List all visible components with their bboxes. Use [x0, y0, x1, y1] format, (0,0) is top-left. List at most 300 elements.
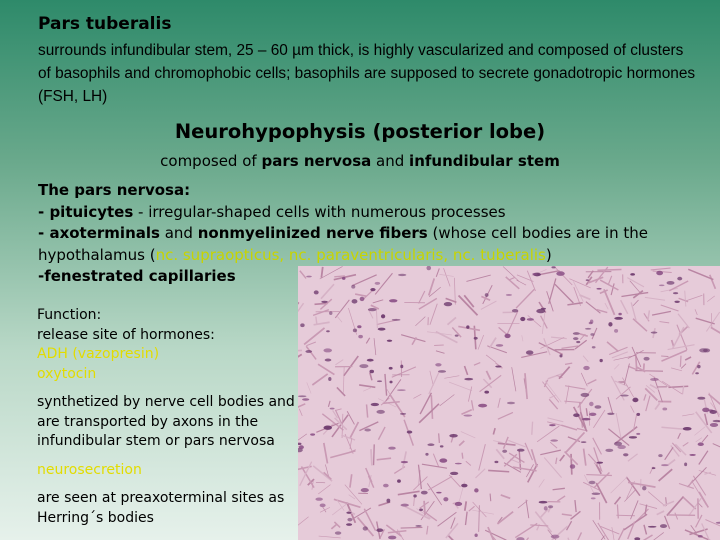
fiber-strand — [433, 454, 438, 467]
fiber-strand — [548, 418, 564, 422]
fiber-strand — [525, 373, 527, 399]
fiber-strand — [446, 298, 457, 302]
cell-nucleus — [320, 504, 326, 508]
cell-nucleus — [620, 395, 629, 397]
fiber-strand — [392, 367, 416, 377]
cell-nucleus — [596, 288, 601, 290]
cell-nucleus — [352, 299, 358, 303]
cell-nucleus — [413, 494, 416, 497]
fiber-strand — [465, 501, 466, 510]
fiber-strand — [551, 337, 567, 339]
fiber-strand — [645, 388, 657, 400]
cell-nucleus — [495, 365, 501, 367]
fiber-strand — [671, 368, 682, 371]
fiber-strand — [644, 525, 647, 535]
cell-nucleus — [614, 317, 623, 320]
cell-nucleus — [589, 481, 596, 484]
cell-nucleus — [440, 445, 444, 447]
fiber-strand — [604, 289, 615, 315]
cell-nucleus — [425, 453, 428, 456]
cell-nucleus — [377, 380, 382, 382]
cell-nucleus — [544, 506, 548, 510]
fiber-strand — [321, 267, 322, 278]
fiber-strand — [517, 280, 526, 285]
fiber-strand — [374, 444, 375, 465]
fiber-strand — [486, 355, 496, 363]
fiber-strand — [528, 315, 541, 327]
fiber-strand — [678, 433, 681, 439]
fiber-strand — [630, 500, 638, 519]
fiber-strand — [378, 427, 385, 440]
fiber-strand — [559, 367, 570, 379]
fiber-strand — [635, 371, 663, 372]
fiber-strand — [304, 328, 324, 345]
fiber-strand — [688, 269, 713, 279]
cell-nucleus — [581, 393, 590, 397]
axoterminals-and: and — [164, 224, 193, 242]
cell-nucleus — [650, 378, 659, 381]
fiber-strand — [347, 411, 354, 424]
fiber-strand — [711, 327, 720, 337]
fiber-strand — [499, 327, 508, 334]
fiber-strand — [644, 394, 646, 400]
fiber-strand — [498, 443, 516, 445]
fiber-strand — [624, 514, 647, 530]
fiber-strand — [377, 458, 391, 460]
pituicytes-text: - irregular-shaped cells with numerous processes — [138, 202, 506, 221]
function-section — [37, 306, 302, 528]
fiber-strand — [586, 302, 601, 313]
fiber-strand — [337, 387, 345, 396]
fiber-strand — [476, 469, 486, 478]
fiber-strand — [562, 514, 572, 515]
cell-nucleus — [367, 359, 374, 362]
fiber-strand — [512, 367, 516, 391]
fiber-strand — [662, 381, 682, 394]
fiber-strand — [561, 425, 577, 430]
fiber-strand — [489, 338, 496, 349]
fiber-strand — [694, 427, 705, 436]
fiber-strand — [645, 505, 647, 515]
fiber-strand — [516, 289, 534, 308]
cell-nucleus — [642, 486, 646, 490]
fiber-strand — [461, 410, 471, 414]
fiber-strand — [321, 284, 334, 299]
cell-nucleus — [698, 442, 704, 446]
fiber-strand — [355, 294, 366, 296]
cell-nucleus — [661, 464, 669, 466]
cell-nucleus — [389, 367, 393, 370]
cell-nucleus — [370, 288, 375, 291]
fiber-strand — [497, 512, 513, 524]
pars-nervosa-heading: The pars nervosa: — [38, 181, 191, 199]
fiber-strand — [648, 492, 665, 507]
cell-nucleus — [607, 413, 614, 415]
fiber-strand — [571, 511, 581, 519]
fiber-strand — [431, 395, 432, 419]
fiber-strand — [461, 431, 476, 437]
fiber-strand — [574, 532, 582, 540]
fiber-strand — [614, 364, 619, 369]
fiber-strand — [682, 414, 694, 416]
cell-nucleus — [590, 333, 594, 336]
fiber-strand — [462, 453, 463, 459]
fiber-strand — [537, 426, 559, 442]
capillaries-line: -fenestrated capillaries — [38, 267, 236, 285]
fiber-strand — [556, 458, 557, 464]
fiber-strand — [643, 535, 653, 540]
fiber-strand — [371, 449, 372, 465]
fiber-strand — [633, 300, 639, 306]
fiber-strand — [498, 412, 513, 419]
cell-nucleus — [502, 450, 507, 453]
fiber-strand — [710, 275, 716, 289]
cell-nucleus — [369, 370, 374, 373]
cell-nucleus — [677, 277, 682, 281]
cell-nucleus — [305, 350, 312, 353]
cell-nucleus — [659, 284, 665, 286]
fiber-strand — [661, 305, 679, 311]
fiber-strand — [665, 447, 673, 460]
cell-nucleus — [363, 526, 368, 530]
fiber-strand — [424, 501, 425, 515]
cell-nucleus — [507, 402, 515, 405]
fiber-strand — [328, 401, 330, 407]
subtitle-and: and — [376, 152, 405, 170]
cell-nucleus — [450, 472, 458, 475]
fiber-strand — [540, 509, 548, 518]
cell-nucleus — [573, 337, 578, 340]
fiber-strand — [597, 269, 621, 270]
fiber-strand — [545, 381, 561, 402]
fiber-strand — [532, 422, 533, 435]
fiber-strand — [659, 322, 669, 323]
fiber-strand — [699, 451, 708, 465]
pars-tuberalis-title: Pars tuberalis — [38, 14, 172, 34]
fiber-strand — [612, 527, 614, 540]
cell-nucleus — [326, 330, 330, 332]
neurohypophysis-title: Neurohypophysis (posterior lobe) — [174, 120, 546, 143]
fiber-strand — [324, 443, 328, 463]
cell-nucleus — [573, 413, 580, 417]
fiber-strand — [575, 500, 576, 512]
cell-nucleus — [695, 372, 699, 374]
neurohypophysis-subtitle — [0, 152, 720, 170]
fiber-strand — [454, 278, 455, 305]
fiber-strand — [419, 291, 425, 303]
fiber-strand — [335, 360, 343, 365]
cell-nucleus — [702, 408, 709, 413]
fiber-strand — [685, 357, 691, 360]
fiber-strand — [611, 376, 624, 400]
cell-nucleus — [592, 346, 596, 348]
fiber-strand — [448, 535, 456, 540]
fiber-strand — [657, 511, 664, 515]
cell-nucleus — [630, 273, 635, 276]
cell-nucleus — [443, 497, 448, 501]
fiber-strand — [488, 470, 509, 471]
fiber-strand — [320, 507, 330, 512]
fiber-strand — [622, 378, 633, 398]
cell-nucleus — [556, 271, 564, 276]
cell-nucleus — [703, 348, 710, 352]
fiber-strand — [316, 317, 317, 324]
fiber-strand — [427, 332, 452, 335]
fiber-strand — [493, 428, 495, 434]
cell-nucleus — [358, 335, 363, 338]
fiber-strand — [702, 435, 708, 442]
fiber-strand — [695, 309, 697, 315]
cell-nucleus — [455, 463, 462, 465]
cell-nucleus — [438, 370, 446, 373]
axoterminals-close: ) — [545, 245, 552, 264]
fiber-strand — [539, 479, 545, 487]
fiber-strand — [504, 454, 517, 466]
cell-nucleus — [361, 488, 369, 492]
cell-nucleus — [376, 528, 383, 532]
cell-nucleus — [485, 293, 489, 297]
cell-nucleus — [376, 410, 384, 414]
fiber-strand — [332, 415, 348, 437]
cell-nucleus — [614, 329, 618, 333]
cell-nucleus — [660, 524, 667, 528]
cell-nucleus — [436, 492, 441, 494]
cell-nucleus — [697, 365, 700, 368]
cell-nucleus — [573, 332, 580, 335]
fiber-strand — [628, 454, 638, 461]
fiber-strand — [608, 276, 611, 285]
fiber-strand — [367, 404, 368, 417]
cell-nucleus — [576, 341, 580, 343]
fiber-strand — [566, 385, 569, 403]
cell-nucleus — [683, 427, 692, 431]
fiber-strand — [420, 393, 431, 414]
fiber-strand — [668, 460, 675, 465]
cell-nucleus — [347, 518, 352, 522]
fiber-strand — [683, 442, 689, 446]
fiber-strand — [501, 495, 511, 498]
fiber-strand — [593, 410, 605, 428]
fiber-strand — [345, 485, 362, 505]
cell-nucleus — [302, 398, 309, 400]
fiber-strand — [335, 300, 349, 318]
cell-nucleus — [599, 359, 602, 362]
cell-nucleus — [474, 533, 477, 537]
fiber-strand — [600, 526, 619, 534]
cell-nucleus — [713, 420, 720, 422]
fiber-strand — [593, 438, 602, 455]
fiber-strand — [639, 504, 657, 509]
cell-nucleus — [697, 397, 705, 400]
fiber-strand — [587, 380, 596, 384]
cell-nucleus — [400, 413, 406, 415]
fiber-strand — [318, 364, 334, 374]
fiber-strand — [468, 386, 471, 401]
cell-nucleus — [464, 378, 473, 381]
cell-nucleus — [389, 381, 392, 384]
cell-nucleus — [419, 509, 423, 512]
fiber-strand — [472, 400, 474, 410]
cell-nucleus — [401, 504, 409, 507]
cell-nucleus — [461, 484, 467, 488]
cell-nucleus — [421, 491, 428, 495]
hormone-adh: ADH (vazopresin) — [37, 346, 160, 362]
fiber-strand — [544, 457, 561, 477]
cell-nucleus — [400, 365, 403, 369]
cell-nucleus — [549, 424, 556, 426]
fiber-strand — [685, 291, 686, 307]
cell-nucleus — [689, 454, 695, 456]
cell-nucleus — [589, 322, 593, 325]
fiber-strand — [553, 488, 565, 489]
cell-nucleus — [397, 479, 401, 482]
cell-nucleus — [444, 302, 452, 306]
fiber-strand — [439, 433, 440, 443]
fiber-strand — [532, 449, 537, 467]
fiber-strand — [607, 342, 618, 352]
function-label: Function: — [37, 307, 102, 323]
fiber-strand — [359, 385, 375, 387]
cell-nucleus — [550, 439, 558, 441]
fiber-strand — [549, 399, 557, 409]
cell-nucleus — [551, 535, 560, 539]
fiber-strand — [319, 536, 341, 538]
subtitle-pre: composed of — [160, 152, 257, 170]
cell-nucleus — [330, 408, 335, 410]
cell-nucleus — [306, 276, 312, 278]
cell-nucleus — [353, 328, 357, 332]
fiber-strand — [419, 404, 439, 423]
fiber-strand — [465, 512, 467, 525]
cell-nucleus — [314, 290, 319, 294]
cell-nucleus — [397, 389, 406, 391]
cell-nucleus — [651, 332, 658, 334]
cell-nucleus — [324, 425, 332, 429]
cell-nucleus — [398, 274, 406, 276]
cell-nucleus — [474, 488, 478, 492]
cell-nucleus — [478, 404, 487, 408]
fiber-strand — [493, 441, 503, 443]
cell-nucleus — [586, 279, 589, 281]
cell-nucleus — [387, 340, 392, 342]
fiber-strand — [668, 345, 695, 350]
fiber-strand — [352, 275, 376, 286]
cell-nucleus — [505, 334, 511, 339]
cell-nucleus — [517, 449, 525, 452]
fiber-strand — [685, 295, 702, 301]
pituicytes-line — [38, 202, 708, 224]
fiber-strand — [307, 382, 311, 393]
cell-nucleus — [346, 512, 351, 514]
cell-nucleus — [667, 281, 675, 285]
fiber-strand — [615, 497, 621, 504]
fiber-strand — [678, 314, 689, 328]
cell-nucleus — [439, 458, 447, 462]
fiber-strand — [586, 408, 587, 416]
fiber-strand — [341, 435, 355, 440]
cell-nucleus — [364, 429, 371, 432]
fiber-strand — [419, 298, 437, 309]
fiber-strand — [555, 267, 573, 285]
cell-nucleus — [648, 526, 657, 528]
fiber-strand — [519, 451, 520, 471]
fiber-strand — [331, 524, 336, 529]
cell-nucleus — [526, 350, 533, 354]
cell-nucleus — [532, 273, 537, 275]
cell-nucleus — [329, 311, 332, 315]
cell-nucleus — [652, 467, 656, 469]
cell-nucleus — [698, 535, 703, 538]
fiber-strand — [526, 500, 529, 518]
cell-nucleus — [375, 282, 380, 285]
fiber-strand — [593, 520, 605, 539]
cell-nucleus — [494, 461, 498, 463]
fiber-strand — [521, 352, 547, 358]
fiber-strand — [605, 303, 608, 309]
cell-nucleus — [388, 536, 396, 540]
cell-nucleus — [592, 492, 601, 495]
fiber-strand — [680, 356, 681, 367]
fiber-strand — [611, 283, 614, 295]
fiber-strand — [436, 268, 439, 276]
pituicytes-label: - pituicytes — [38, 202, 134, 221]
fiber-strand — [429, 372, 439, 394]
fiber-strand — [679, 298, 689, 302]
fiber-strand — [343, 367, 344, 393]
hormone-oxytocin: oxytocin — [37, 365, 97, 382]
fiber-strand — [422, 464, 447, 468]
axoterminals-text: (whose cell bodies are in the hypothalamus ( — [38, 224, 648, 264]
fiber-strand — [479, 444, 486, 470]
axoterminals-label: - axoterminals — [38, 224, 160, 242]
cell-nucleus — [323, 348, 332, 352]
fiber-strand — [385, 374, 387, 396]
fiber-strand — [398, 491, 420, 494]
cell-nucleus — [335, 531, 341, 534]
cell-nucleus — [551, 266, 555, 268]
cell-nucleus — [585, 328, 591, 330]
fiber-strand — [583, 356, 588, 362]
fiber-strand — [350, 474, 352, 487]
cell-nucleus — [466, 325, 469, 328]
fiber-strand — [659, 469, 673, 481]
cell-nucleus — [594, 405, 601, 409]
fiber-strand — [584, 449, 586, 466]
fiber-strand — [633, 319, 647, 332]
cell-nucleus — [427, 443, 434, 446]
cell-nucleus — [360, 297, 365, 301]
fiber-strand — [444, 376, 459, 379]
fiber-strand — [522, 335, 523, 341]
cell-nucleus — [359, 364, 368, 368]
fiber-strand — [689, 498, 702, 516]
fiber-strand — [485, 530, 506, 540]
fiber-strand — [448, 317, 457, 324]
cell-nucleus — [389, 299, 397, 302]
cell-nucleus — [401, 461, 408, 463]
herring-bodies-text: are seen at preaxoterminal sites as Herring´s bodies — [37, 490, 285, 526]
fiber-strand — [652, 311, 671, 315]
cell-nucleus — [321, 301, 328, 303]
fiber-strand — [401, 527, 423, 528]
fiber-strand — [616, 413, 621, 438]
cell-nucleus — [710, 410, 717, 414]
nonmyelinized-label: nonmyelinized nerve fibers — [197, 224, 428, 242]
fiber-strand — [440, 394, 455, 405]
cell-nucleus — [474, 337, 478, 340]
cell-nucleus — [415, 525, 421, 527]
cell-nucleus — [357, 325, 361, 328]
